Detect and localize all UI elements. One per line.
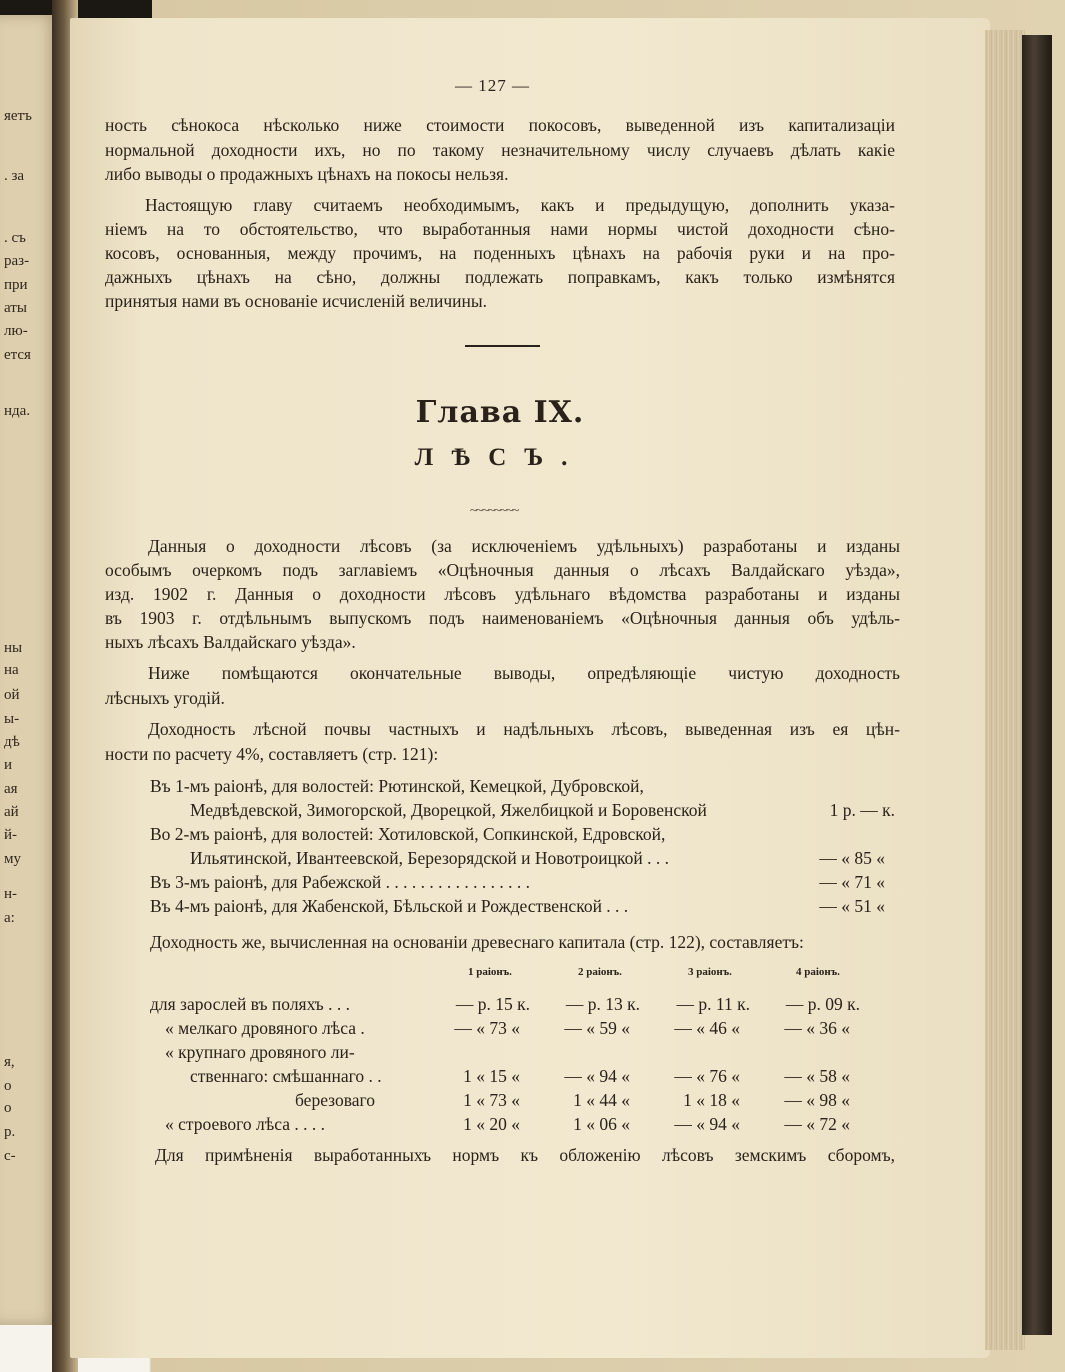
table-cell: — « 76 « xyxy=(674,1066,740,1086)
section-rule xyxy=(465,345,540,347)
paragraph-line: Доходность лѣсной почвы частныхъ и надѣльныхъ лѣсовъ, выведенная изъ ея цѣн- xyxy=(148,719,900,739)
left-page-text-fragment: о xyxy=(4,1078,12,1094)
table-cell: — р. 09 к. xyxy=(785,994,860,1014)
left-page-text-fragment: и xyxy=(4,757,13,773)
paragraph-line: изд. 1902 г. Данныя о доходности лѣсовъ удѣльнаго вѣдомства разработаны и изданы xyxy=(105,584,900,604)
table-row-label: для зарослей въ поляхъ . . . xyxy=(150,994,350,1014)
paragraph-line: ніемъ на то обстоятельство, что выработанныя нами нормы чистой доходности сѣно- xyxy=(105,219,895,239)
table-row-label: ственнаго: смѣшаннаго . . xyxy=(190,1066,382,1086)
table-cell: 1 « 15 « xyxy=(463,1066,520,1086)
chapter-subtitle: ЛѢСЪ. xyxy=(414,444,586,471)
table-cell: — р. 11 к. xyxy=(676,994,750,1014)
left-page-text-fragment: раз- xyxy=(4,253,30,269)
table-cell: — « 59 « xyxy=(564,1018,630,1038)
region-value: — « 51 « xyxy=(819,896,885,916)
left-page-text-fragment: . за xyxy=(4,168,25,184)
region-line: Въ 3-мъ раіонѣ, для Рабежской . . . . . . . . . . . . . . . . . xyxy=(150,872,530,892)
left-page-text-fragment: ется xyxy=(4,347,31,363)
left-page-text-fragment: нда. xyxy=(4,403,31,419)
column-header: 2 раіонъ. xyxy=(578,966,622,978)
left-page-text-fragment: ая xyxy=(4,781,18,797)
region-line: Во 2-мъ раіонѣ, для волостей: Хотиловской, Сопкинской, Едровской, xyxy=(150,824,666,844)
region-line: Ильятинской, Ивантеевской, Березорядской и Новотроицкой . . . xyxy=(190,848,669,868)
table-row-label: « мелкаго дровяного лѣса . xyxy=(165,1018,365,1038)
table-cell: — « 46 « xyxy=(674,1018,740,1038)
left-page-text-fragment: дѣ xyxy=(4,734,20,750)
left-page-text-fragment: я, xyxy=(4,1054,15,1070)
page-edges xyxy=(985,30,1025,1350)
table-cell: — « 94 « xyxy=(564,1066,630,1086)
paragraph-line: Доходность же, вычисленная на основаніи древеснаго капитала (стр. 122), составляетъ: xyxy=(150,932,804,952)
table-cell: — « 94 « xyxy=(674,1114,740,1134)
book-cover-edge xyxy=(1022,35,1052,1335)
left-page-text-fragment: ы- xyxy=(4,711,20,727)
left-page-text-fragment: му xyxy=(4,851,21,867)
table-cell: — « 72 « xyxy=(784,1114,850,1134)
paragraph-line: нормальной доходности ихъ, но по такому незначительному числу случаевъ дѣлать какіе xyxy=(105,140,895,160)
left-page-text-fragment: на xyxy=(4,662,19,678)
left-page-text-fragment: о xyxy=(4,1100,12,1116)
table-cell: 1 « 20 « xyxy=(463,1114,520,1134)
left-page-text-fragment: при xyxy=(4,277,28,293)
left-page-text-fragment: р. xyxy=(4,1124,16,1140)
paragraph-line: ность сѣнокоса нѣсколько ниже стоимости покосовъ, выведенной изъ капитализаціи xyxy=(105,115,895,135)
table-cell: — р. 13 к. xyxy=(565,994,640,1014)
column-header: 3 раіонъ. xyxy=(688,966,732,978)
table-cell: — « 36 « xyxy=(784,1018,850,1038)
page-number: — 127 — xyxy=(455,76,530,95)
column-header: 4 раіонъ. xyxy=(796,966,840,978)
paragraph-line: особымъ очеркомъ подъ заглавіемъ «Оцѣночныя данныя о лѣсахъ Валдайскаго уѣзда», xyxy=(105,560,900,580)
region-line: Медвѣдевской, Зимогорской, Дворецкой, Яжелбицкой и Боровенской xyxy=(190,800,707,820)
paragraph-line: Данныя о доходности лѣсовъ (за исключеніемъ удѣльныхъ) разработаны и изданы xyxy=(148,536,900,556)
left-page-text-fragment: с- xyxy=(4,1148,16,1164)
table-cell: 1 « 73 « xyxy=(463,1090,520,1110)
paragraph-line: косовъ, основанныя, между прочимъ, на поденныхъ цѣнахъ на рабочія руки и на про- xyxy=(105,243,895,263)
table-cell: — р. 15 к. xyxy=(455,994,530,1014)
left-page-text-fragment: аты xyxy=(4,300,27,316)
region-value: — « 85 « xyxy=(819,848,885,868)
ornament-divider: ~~~~~~~~ xyxy=(470,502,519,517)
paragraph-line: въ 1903 г. отдѣльнымъ выпускомъ подъ наименованіемъ «Оцѣночныя данныя объ удѣль- xyxy=(105,608,900,628)
table-cell: — « 73 « xyxy=(454,1018,520,1038)
paragraph-line: Настоящую главу считаемъ необходимымъ, какъ и предыдущую, дополнить указа- xyxy=(145,195,895,215)
table-row-label: « крупнаго дровяного ли- xyxy=(165,1042,355,1062)
left-page-text-fragment: лю- xyxy=(4,323,28,339)
region-line: Въ 1-мъ раіонѣ, для волостей: Рютинской, Кемецкой, Дубровской, xyxy=(150,776,644,796)
left-page-text-fragment: ой xyxy=(4,687,20,703)
table-cell: 1 « 06 « xyxy=(573,1114,630,1134)
table-cell: — « 58 « xyxy=(784,1066,850,1086)
paragraph-line: принятыя нами въ основаніе исчисленій величины. xyxy=(105,291,488,311)
left-page-text-fragment: ны xyxy=(4,640,23,656)
region-value: — « 71 « xyxy=(819,872,885,892)
paragraph-line: лѣсныхъ угодій. xyxy=(105,688,225,708)
left-page-text-fragment: н- xyxy=(4,886,18,902)
table-cell: 1 « 44 « xyxy=(573,1090,630,1110)
table-cell: 1 « 18 « xyxy=(683,1090,740,1110)
paragraph-line: либо выводы о продажныхъ цѣнахъ на покосы нельзя. xyxy=(105,164,509,184)
table-cell: — « 98 « xyxy=(784,1090,850,1110)
paragraph-line: дажныхъ цѣнахъ на сѣно, должны подлежать поправкамъ, какъ только измѣнятся xyxy=(105,267,895,287)
region-value: 1 р. — к. xyxy=(829,800,895,820)
left-page-text-fragment: а: xyxy=(4,910,15,926)
paragraph-line: Для примѣненія выработанныхъ нормъ къ обложенію лѣсовъ земскимъ сборомъ, xyxy=(155,1145,895,1165)
region-line: Въ 4-мъ раіонѣ, для Жабенской, Бѣльской и Рождественской . . . xyxy=(150,896,629,916)
left-page-text-fragment: й- xyxy=(4,827,18,843)
left-page-edge xyxy=(0,15,60,1325)
left-page-text-fragment: . съ xyxy=(4,230,26,246)
left-page-text-fragment: яетъ xyxy=(4,108,32,124)
table-row-label: « строевого лѣса . . . . xyxy=(165,1114,325,1134)
paragraph-line: Ниже помѣщаются окончательные выводы, опредѣляющіе чистую доходность xyxy=(148,663,900,683)
chapter-title: Глава IX. xyxy=(415,395,585,430)
column-header: 1 раіонъ. xyxy=(468,966,512,978)
left-page-text-fragment: ай xyxy=(4,804,19,820)
paragraph-line: ныхъ лѣсахъ Валдайскаго уѣзда». xyxy=(105,632,356,652)
table-row-label: березоваго xyxy=(295,1090,376,1110)
paragraph-line: ности по расчету 4%, составляетъ (стр. 121): xyxy=(105,744,439,764)
